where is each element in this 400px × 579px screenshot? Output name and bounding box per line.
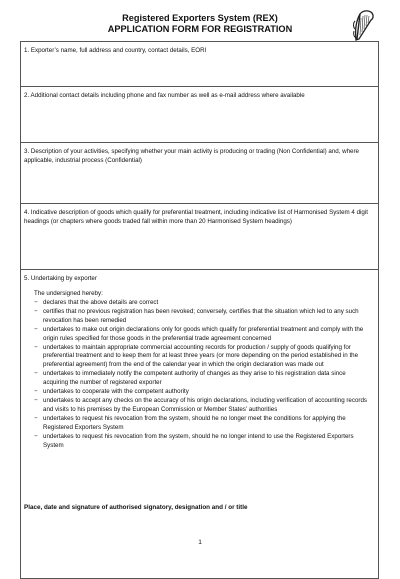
section-1-label: 1. Exporter’s name, full address and country, contact details, EORI [24,47,207,54]
dash-bullet: − [34,344,38,352]
list-item-text: undertakes to maintain appropriate commercial accounting records for production / supply of goods qualifying for preferential treatment and to keep them for at least three years (or more depending on the period established in the preferential agreement) from the end of the calendar year in which the origin declaration was made out [43,344,359,368]
list-item-text: declares that the above details are correct [43,299,159,306]
list-item-text: undertakes to request his revocation from the system, should he no longer meet the conditions for applying the Registered Exporters System [43,415,346,431]
form-subtitle: APPLICATION FORM FOR REGISTRATION [107,24,293,34]
undertaking-list [34,299,372,451]
form-title: Registered Exporters System (REX) [122,13,278,23]
dash-bullet: − [34,397,38,405]
dash-bullet: − [34,415,38,423]
dash-bullet: − [34,326,38,334]
undertaking-intro: The undersigned hereby: [34,290,103,297]
section-exporter-details[interactable] [20,41,379,87]
section-goods-description[interactable] [20,203,379,270]
list-item-text: undertakes to accept any checks on the accuracy of his origin declarations, including verification of accounting records and visits to his premises by the European Commission or Member States’ authorities [43,397,367,413]
section-contact-details[interactable] [20,86,379,143]
dash-bullet: − [34,308,38,316]
section-2-label: 2. Additional contact details including phone and fax number as well as e-mail address where available [24,92,305,99]
signature-label: Place, date and signature of authorised signatory, designation and / or title [24,504,248,511]
section-3-label: 3. Description of your activities, specifying whether your main activity is producing or trading (Non Confidential) and, where applicable, industrial process (Confidential) [24,148,359,164]
page-number: 1 [198,539,202,546]
list-item [34,433,372,450]
list-item [34,397,372,414]
list-item [34,308,372,325]
list-item [34,388,372,396]
list-item [34,344,372,369]
list-item-text: undertakes to make out origin declarations only for goods which qualify for preferential treatment and comply with the origin rules specified for those goods in the preferential trade agreement concerned [43,326,364,342]
section-5-label: 5. Undertaking by exporter [24,275,97,282]
dash-bullet: − [34,388,38,396]
section-activities[interactable] [20,142,379,204]
list-item [34,370,372,387]
registration-form [20,41,379,543]
list-item [34,415,372,432]
dash-bullet: − [34,433,38,441]
list-item [34,299,372,307]
list-item-text: undertakes to immediately notify the competent authority of changes as they arise to his registration data since acquiring the number of registered exporter [43,370,346,386]
list-item [34,326,372,343]
list-item-text: certifies that no previous registration has been revoked; conversely, certifies that the situation which led to any such revocation has been remedied [43,308,359,324]
dash-bullet: − [34,370,38,378]
section-4-label: 4. Indicative description of goods which qualify for preferential treatment, including indicative list of Harmonised System 4 digit headings (or chapters where goods traded fall within more than 20 Harmonised System headings) [24,209,368,225]
section-undertaking [20,269,379,579]
list-item-text: undertakes to request his revocation from the system, should he no longer intend to use the Registered Exporters System [43,433,354,449]
dash-bullet: − [34,299,38,306]
list-item-text: undertakes to cooperate with the competent authority [43,388,189,396]
